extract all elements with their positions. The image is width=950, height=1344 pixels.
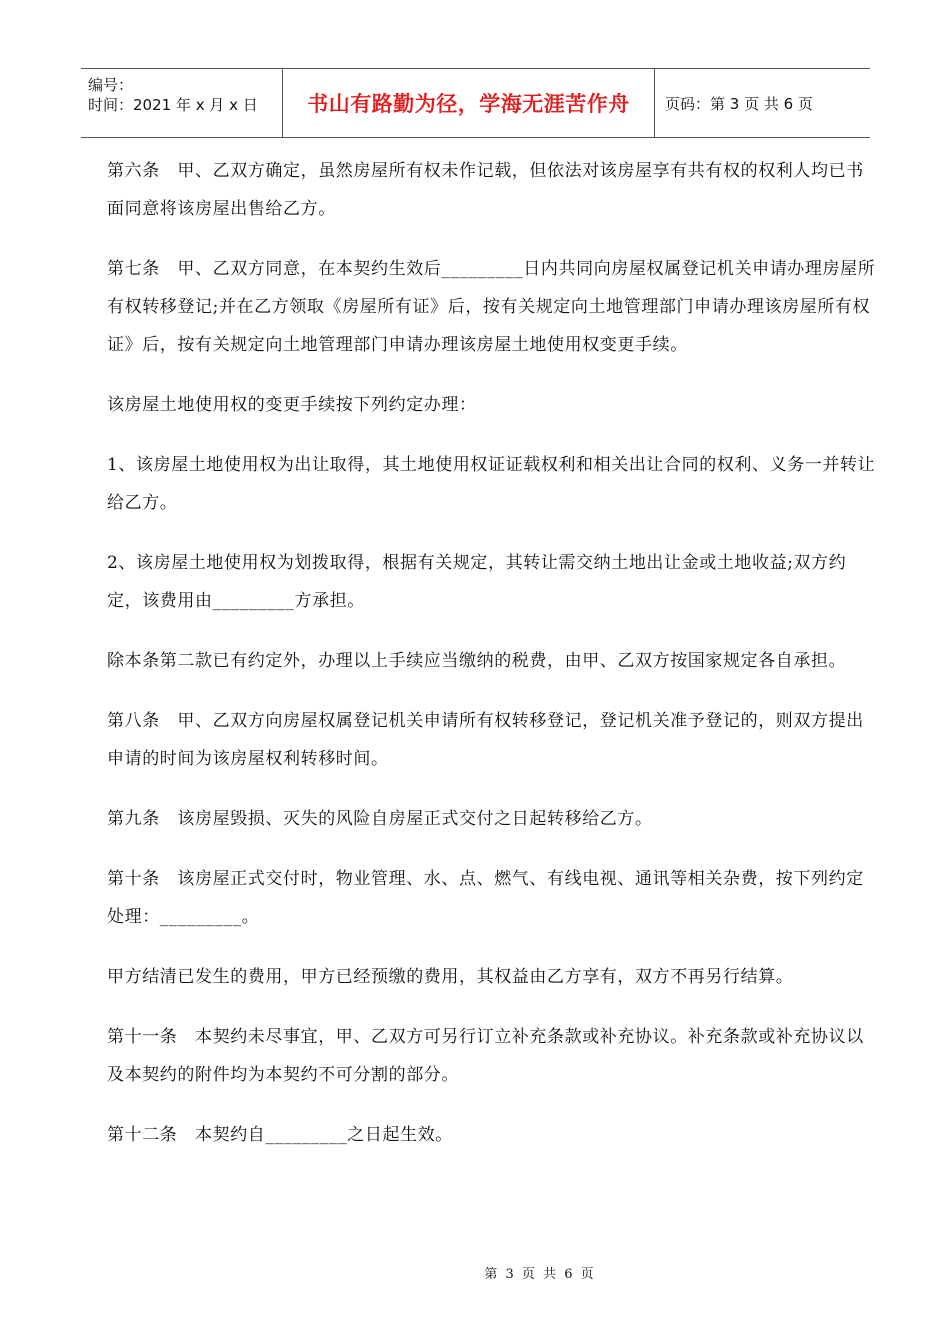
paragraph-article-6: 第六条 甲、乙双方确定，虽然房屋所有权未作记载，但依法对该房屋享有共有权的权利人均已书面同意将该房屋出售给乙方。 [107, 161, 864, 219]
paragraph-article-7: 第七条 甲、乙双方同意，在本契约生效后_________日内共同向房屋权属登记机关申请办理房屋所有权转移登记;并在乙方领取《房屋所有证》后，按有关规定向土地管理部门申请办理该房屋所有权证》后，按有关规定向土地管理部门申请办理该房屋土地使用权变更手续。 [107, 259, 876, 355]
serial-number-label: 编号： [88, 76, 134, 94]
document-body [107, 152, 877, 1176]
paragraph-article-10: 第十条 该房屋正式交付时，物业管理、水、点、燃气、有线电视、通讯等相关杂费，按下列约定处理：_________。 [107, 869, 864, 927]
paragraph-article-8: 第八条 甲、乙双方向房屋权属登记机关申请所有权转移登记，登记机关准予登记的，则双方提出申请的时间为该房屋权利转移时间。 [107, 711, 864, 769]
page-header [81, 68, 870, 138]
paragraph-article-9: 第九条 该房屋毁损、灭失的风险自房屋正式交付之日起转移给乙方。 [107, 809, 653, 829]
header-motto: 书山有路勤为径，学海无涯苦作舟 [283, 69, 655, 137]
header-meta [81, 69, 283, 137]
paragraph-land-use-item-2: 2、该房屋土地使用权为划拨取得，根据有关规定，其转让需交纳土地出让金或土地收益;双方约定，该费用由_________方承担。 [107, 553, 847, 611]
paragraph-article-12: 第十二条 本契约自_________之日起生效。 [107, 1125, 453, 1145]
page-footer: 第 3 页 共 6 页 [484, 1267, 596, 1282]
paragraph-article-11: 第十一条 本契约未尽事宜，甲、乙双方可另行订立补充条款或补充协议。补充条款或补充协议以及本契约的附件均为本契约不可分割的部分。 [107, 1027, 864, 1085]
paragraph-taxes: 除本条第二款已有约定外，办理以上手续应当缴纳的税费，由甲、乙双方按国家规定各自承担。 [107, 651, 847, 671]
paragraph-fee-settlement: 甲方结清已发生的费用，甲方已经预缴的费用，其权益由乙方享有，双方不再另行结算。 [107, 967, 794, 987]
header-page-info: 页码：第 3 页 共 6 页 [665, 94, 813, 113]
paragraph-land-use-item-1: 1、该房屋土地使用权为出让取得，其土地使用权证证载权利和相关出让合同的权利、义务一并转让给乙方。 [107, 455, 876, 513]
date-label: 时间：2021 年 x 月 x 日 [88, 96, 258, 114]
paragraph-land-use-intro: 该房屋土地使用权的变更手续按下列约定办理： [107, 395, 477, 415]
